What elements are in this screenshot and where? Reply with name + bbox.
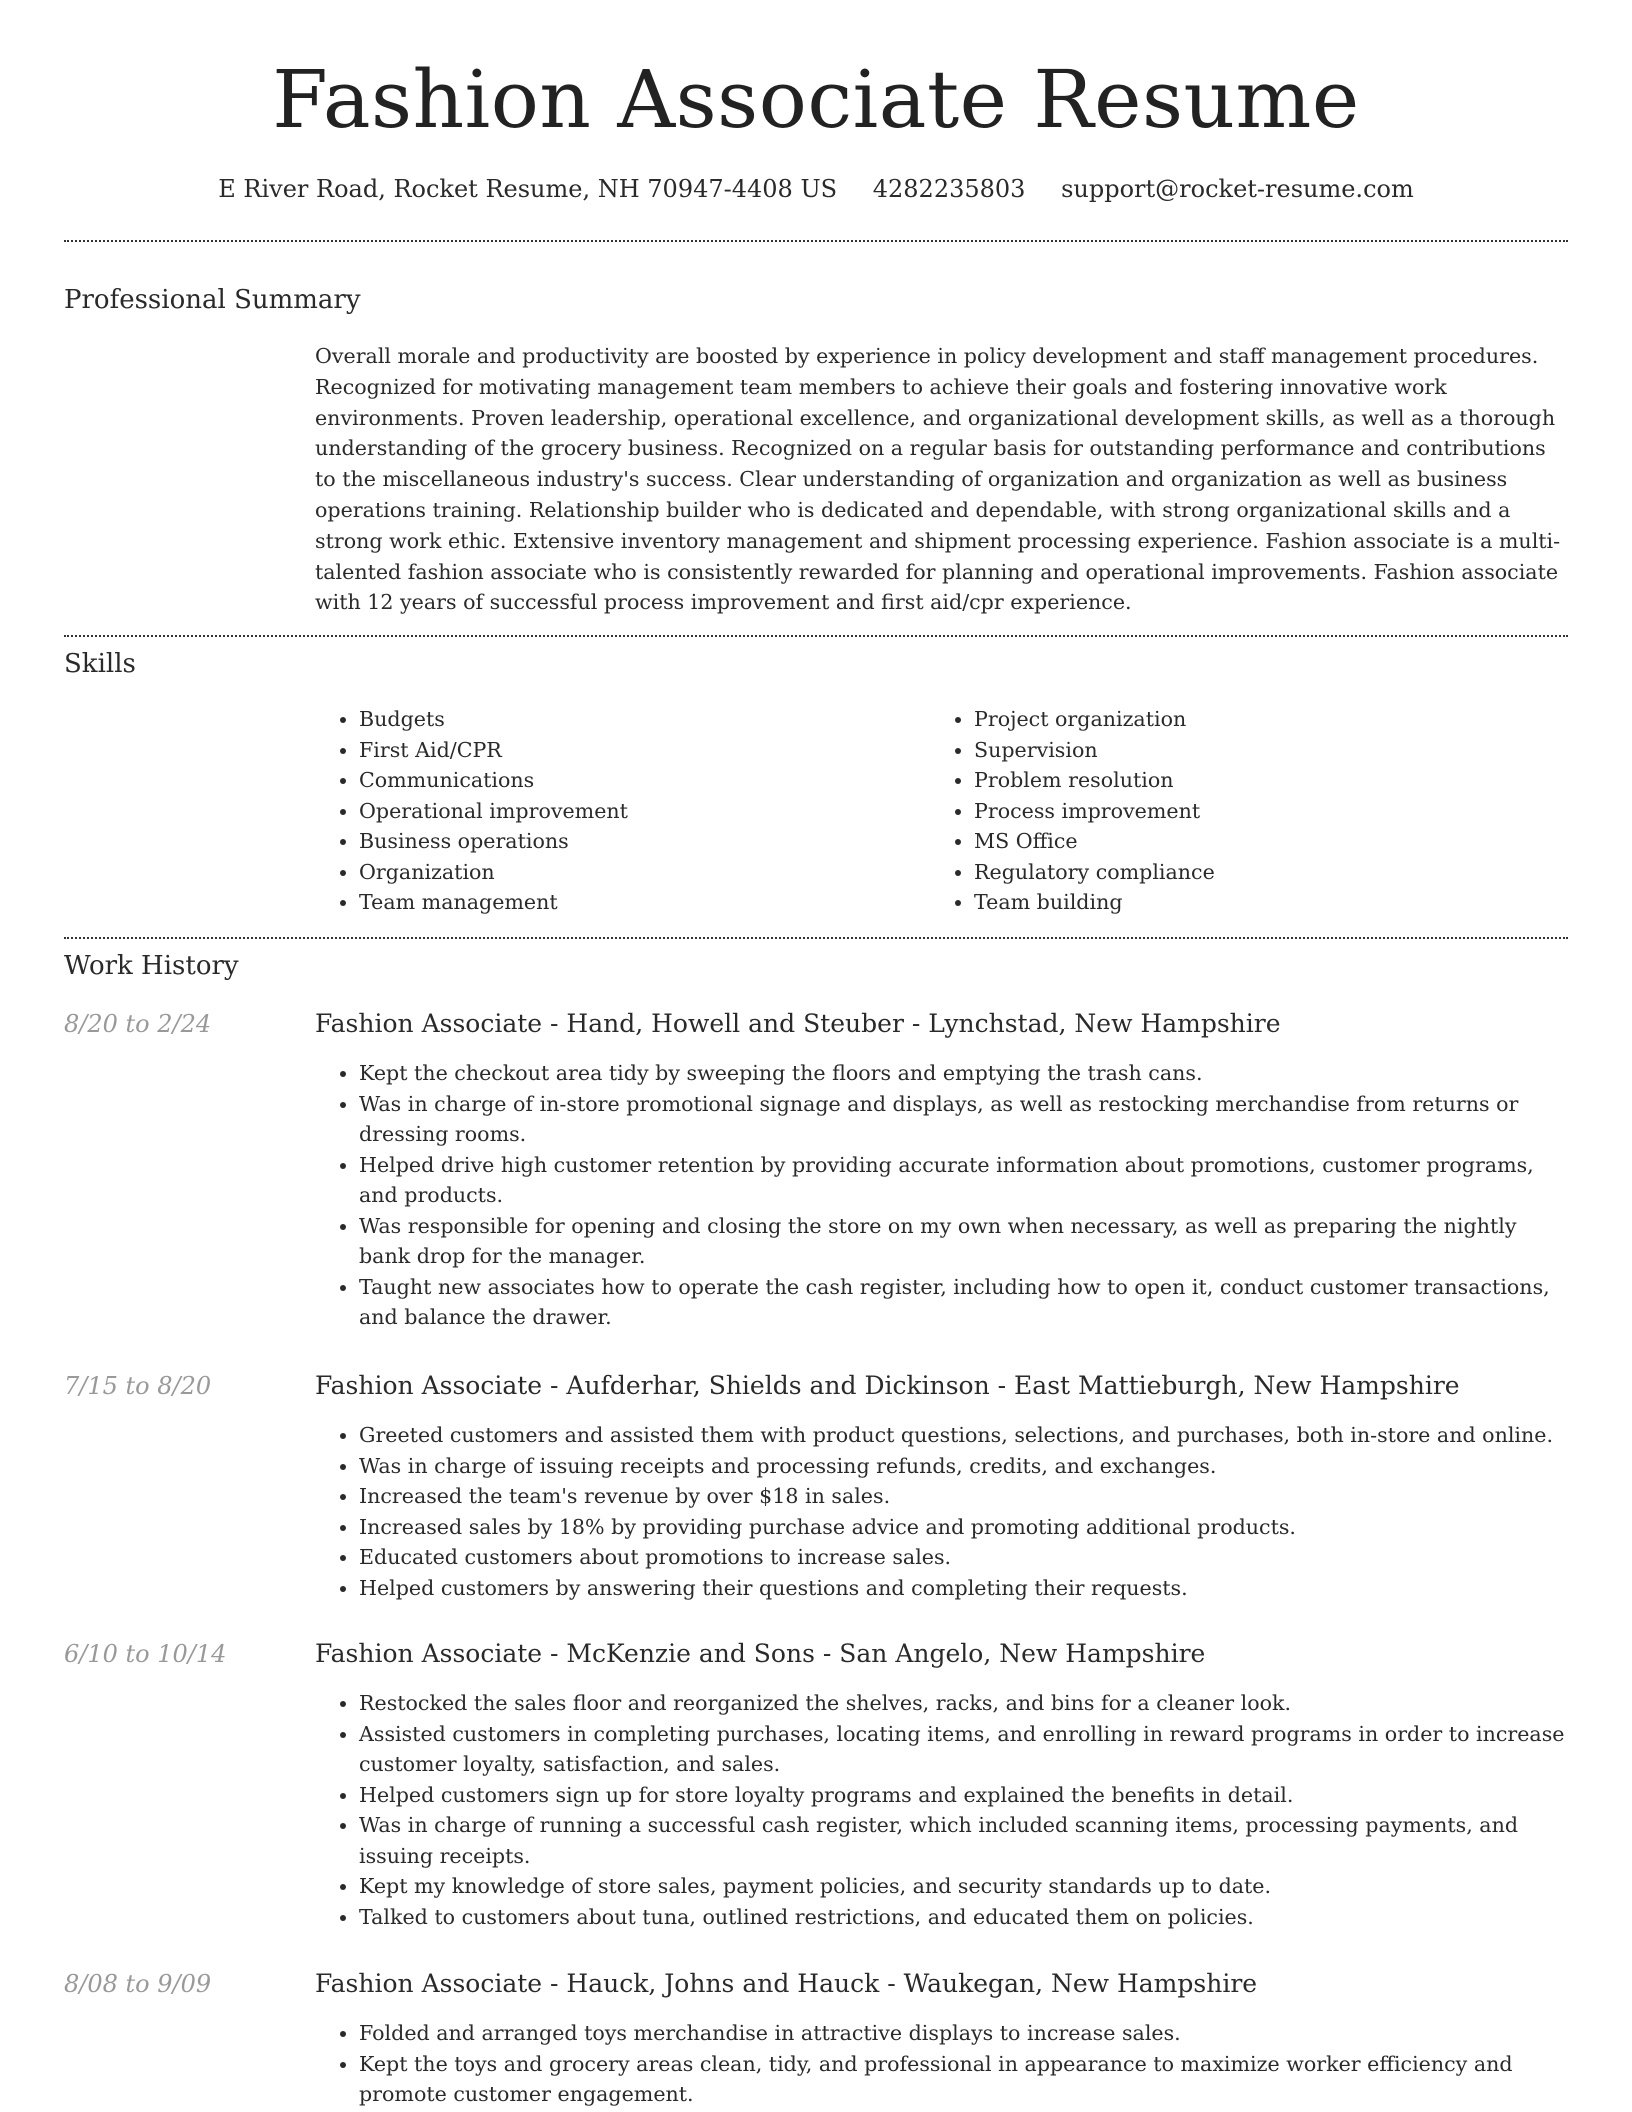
contact-email: support@rocket-resume.com [1061,175,1414,203]
skill-item: • Operational improvement [359,796,628,827]
skill-item: • Supervision [974,735,1215,766]
skill-item: • First Aid/CPR [359,735,628,766]
job-bullets [315,2018,1568,2110]
job-title: Fashion Associate - Hauck, Johns and Hauck - Waukegan, New Hampshire [315,1969,1258,1998]
resume-title: Fashion Associate Resume [272,53,1360,146]
contact-phone: 4282235803 [872,175,1026,203]
job-bullet: • Was responsible for opening and closing the store on my own when necessary, as well as preparing the nightly bank drop for the manager. [359,1211,1568,1272]
job-title: Fashion Associate - Hand, Howell and Steuber - Lynchstad, New Hampshire [315,1009,1281,1038]
job-dates: 7/15 to 8/20 [64,1372,212,1400]
skill-item: • Process improvement [974,796,1215,827]
job-bullet: • Was in charge of running a successful cash register, which included scanning items, processing payments, and issuing receipts. [359,1810,1568,1871]
job-bullet: • Was in charge of issuing receipts and processing refunds, credits, and exchanges. [359,1451,1568,1482]
skill-item: • Problem resolution [974,765,1215,796]
contact-line [64,170,1568,208]
job-dates: 6/10 to 10/14 [64,1640,227,1668]
summary-text: Overall morale and productivity are boosted by experience in policy development and staff management procedures. Recognized for motivating management team members to achieve their goals and fostering innovative work environments. Proven leadership, operational excellence, and organizational development skills, as well as a thorough understanding of the grocery business. Recognized on a regular basis for outstanding performance and contributions to the miscellaneous industry's success. Clear understanding of organization and organization as well as business operations training. Relationship builder who is dedicated and dependable, with strong organizational skills and a strong work ethic. Extensive inventory management and shipment processing experience. Fashion associate is a multi-talented fashion associate who is consistently rewarded for planning and operational improvements. Fashion associate with 12 years of successful process improvement and first aid/cpr experience. [315,344,1561,615]
job-dates: 8/20 to 2/24 [64,1010,212,1038]
job-bullet: • Folded and arranged toys merchandise in attractive displays to increase sales. [359,2018,1568,2049]
job-bullet: • Was in charge of in-store promotional signage and displays, as well as restocking merchandise from returns or dressing rooms. [359,1089,1568,1150]
skills-heading: Skills [64,649,136,679]
work-history-heading: Work History [64,951,239,981]
job-title: Fashion Associate - McKenzie and Sons - San Angelo, New Hampshire [315,1639,1206,1668]
job-bullet: • Increased the team's revenue by over $18 in sales. [359,1481,1568,1512]
divider-header [64,240,1568,242]
skill-item: • Budgets [359,704,628,735]
job-title: Fashion Associate - Aufderhar, Shields and Dickinson - East Mattieburgh, New Hampshire [315,1371,1460,1400]
skills-list-left [315,704,628,918]
skill-item: • Regulatory compliance [974,857,1215,888]
skill-item: • Team management [359,887,628,918]
job-bullet: • Assisted customers in completing purchases, locating items, and enrolling in reward programs in order to increase customer loyalty, satisfaction, and sales. [359,1719,1568,1780]
skill-item: • Communications [359,765,628,796]
skill-item: • Team building [974,887,1215,918]
job-bullet: • Restocked the sales floor and reorganized the shelves, racks, and bins for a cleaner look. [359,1688,1568,1719]
job-bullet: • Helped customers by answering their questions and completing their requests. [359,1573,1568,1604]
skill-item: • Business operations [359,826,628,857]
skill-item: • Organization [359,857,628,888]
job-dates: 8/08 to 9/09 [64,1970,212,1998]
job-bullet: • Kept the toys and grocery areas clean, tidy, and professional in appearance to maximize worker efficiency and promote customer engagement. [359,2049,1568,2110]
summary-heading: Professional Summary [64,285,361,315]
contact-address: E River Road, Rocket Resume, NH 70947-4408 US [218,175,838,203]
skill-item: • Project organization [974,704,1215,735]
skills-list-right [930,704,1215,918]
job-bullet: • Taught new associates how to operate the cash register, including how to open it, conduct customer transactions, and balance the drawer. [359,1272,1568,1333]
job-bullet: • Kept the checkout area tidy by sweeping the floors and emptying the trash cans. [359,1058,1568,1089]
divider-summary [64,635,1568,637]
job-bullet: • Increased sales by 18% by providing purchase advice and promoting additional products. [359,1512,1568,1543]
job-bullet: • Talked to customers about tuna, outlined restrictions, and educated them on policies. [359,1902,1568,1933]
job-bullets [315,1420,1568,1603]
job-bullets [315,1688,1568,1932]
job-bullet: • Greeted customers and assisted them with product questions, selections, and purchases, both in-store and online. [359,1420,1568,1451]
divider-skills [64,937,1568,939]
job-bullets [315,1058,1568,1333]
job-bullet: • Kept my knowledge of store sales, payment policies, and security standards up to date. [359,1871,1568,1902]
job-bullet: • Helped drive high customer retention by providing accurate information about promotions, customer programs, and products. [359,1150,1568,1211]
job-bullet: • Helped customers sign up for store loyalty programs and explained the benefits in detail. [359,1780,1568,1811]
skill-item: • MS Office [974,826,1215,857]
job-bullet: • Educated customers about promotions to increase sales. [359,1542,1568,1573]
